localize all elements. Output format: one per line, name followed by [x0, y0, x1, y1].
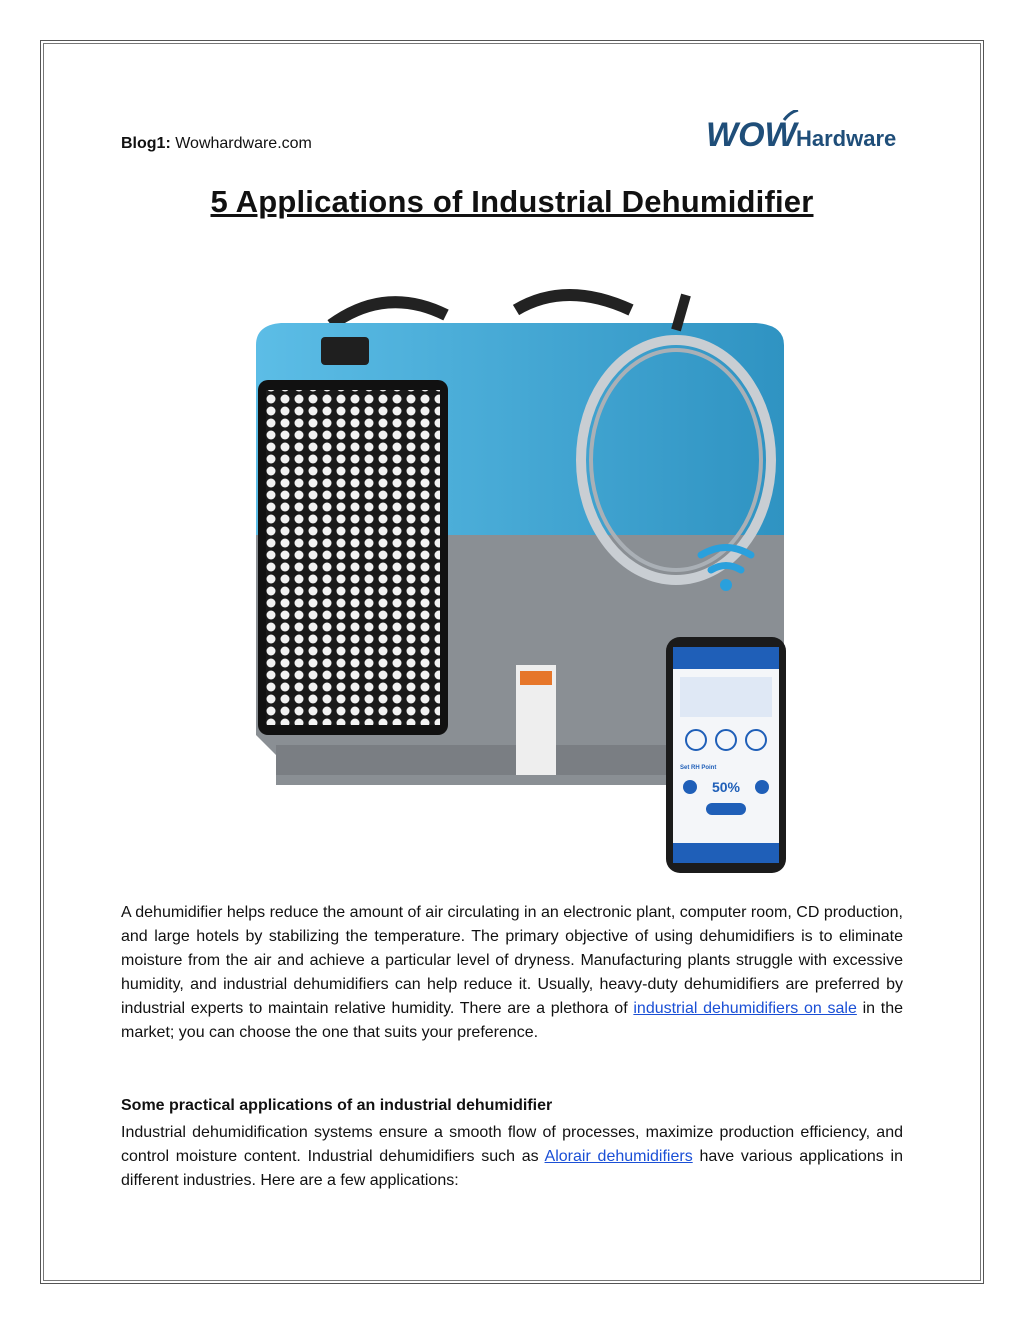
industrial-dehumidifiers-sale-link[interactable]: industrial dehumidifiers on sale — [633, 1000, 857, 1017]
intro-text-before-link: A dehumidifier helps reduce the amount of air circulating in an electronic plant, computer room, CD production, and large hotels by stabilizing the temperature. The primary objective of using dehumidifiers is to eliminate moisture from the air and achieve a particular level of dryness. Manufacturing plants struggle with excessive humidity, and industrial dehumidifiers can help reduce it. Usually, heavy-duty dehumidifiers are preferred by industrial experts to maintain relative humidity. There are a plethora of — [121, 904, 903, 1017]
alorair-dehumidifiers-link[interactable]: Alorair dehumidifiers — [544, 1148, 693, 1165]
logo-hardware-text: Hardware — [796, 126, 897, 151]
wow-hardware-logo — [706, 110, 906, 152]
intro-paragraph — [121, 901, 903, 1045]
intro-text-after-link: in the market; you can choose the one that suits your preference. — [121, 1000, 903, 1041]
section-paragraph — [121, 1121, 903, 1193]
blog-label: Blog1: — [121, 135, 171, 152]
section-heading: Some practical applications of an industrial dehumidifier — [121, 1097, 553, 1114]
logo-wow-text: WOW — [706, 116, 797, 152]
section-text-after-link: have various applications in different industries. Here are a few applications: — [121, 1148, 903, 1189]
blog-site: Wowhardware.com — [175, 135, 312, 152]
phone-setpoint-heading: Set RH Point — [680, 765, 717, 771]
section-text-before-link: Industrial dehumidification systems ensure a smooth flow of processes, maximize production efficiency, and control moisture content. Industrial dehumidifiers such as — [121, 1124, 903, 1165]
dehumidifier-product-image — [236, 285, 796, 875]
blog-source-line — [121, 135, 312, 153]
phone-setpoint-value: 50% — [711, 779, 741, 795]
page-title: 5 Applications of Industrial Dehumidifier — [210, 184, 814, 219]
